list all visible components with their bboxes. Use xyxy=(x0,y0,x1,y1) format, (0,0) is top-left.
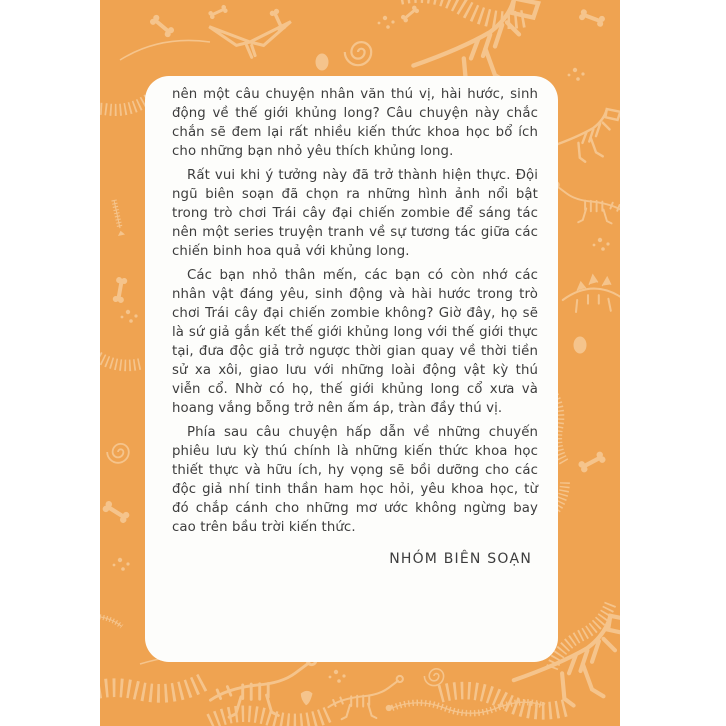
editorial-team-signature: NHÓM BIÊN SOẠN xyxy=(389,551,532,567)
book-cover xyxy=(100,0,620,726)
preface-paragraph-2: Rất vui khi ý tưởng này đã trở thành hiện thực. Đội ngũ biên soạn đã chọn ra những hình ảnh nổi bật trong trò chơi Trái cây đại chiến zombie để sáng tác nên một series truyện tranh về sự tương tác giữa các chiến binh hoa quả với khủng long. xyxy=(172,168,538,259)
preface-text-panel xyxy=(145,76,558,662)
preface-paragraph-4: Phía sau câu chuyện hấp dẫn về những chuyến phiêu lưu kỳ thú chính là những kiến thức khoa học thiết thực và hữu ích, hy vọng sẽ bồi dưỡng cho các độc giả nhí tinh thần ham học hỏi, yêu khoa học, từ đó chắp cánh cho những mơ ước không ngừng bay cao trên bầu trời kiến thức. xyxy=(172,425,538,535)
preface-paragraph-1: nên một câu chuyện nhân văn thú vị, hài hước, sinh động về thế giới khủng long? Câu chuyện này chắc chắn sẽ đem lại rất nhiều kiến thức khoa học bổ ích cho những bạn nhỏ yêu thích khủng long. xyxy=(172,87,538,159)
preface-paragraph-3: Các bạn nhỏ thân mến, các bạn có còn nhớ các nhân vật đáng yêu, sinh động và hài hước trong trò chơi Trái cây đại chiến zombie không? Giờ đây, họ sẽ là sứ giả gắn kết thế giới khủng long với thế giới thực tại, đưa độc giả trở ngược thời gian quay về thời tiền sử xa xôi, giao lưu với những loài động vật kỳ thú viễn cổ. Nhờ có họ, thế giới khủng long cổ xưa và hoang vắng bỗng trở nên ấm áp, tràn đầy thú vị. xyxy=(172,268,538,416)
